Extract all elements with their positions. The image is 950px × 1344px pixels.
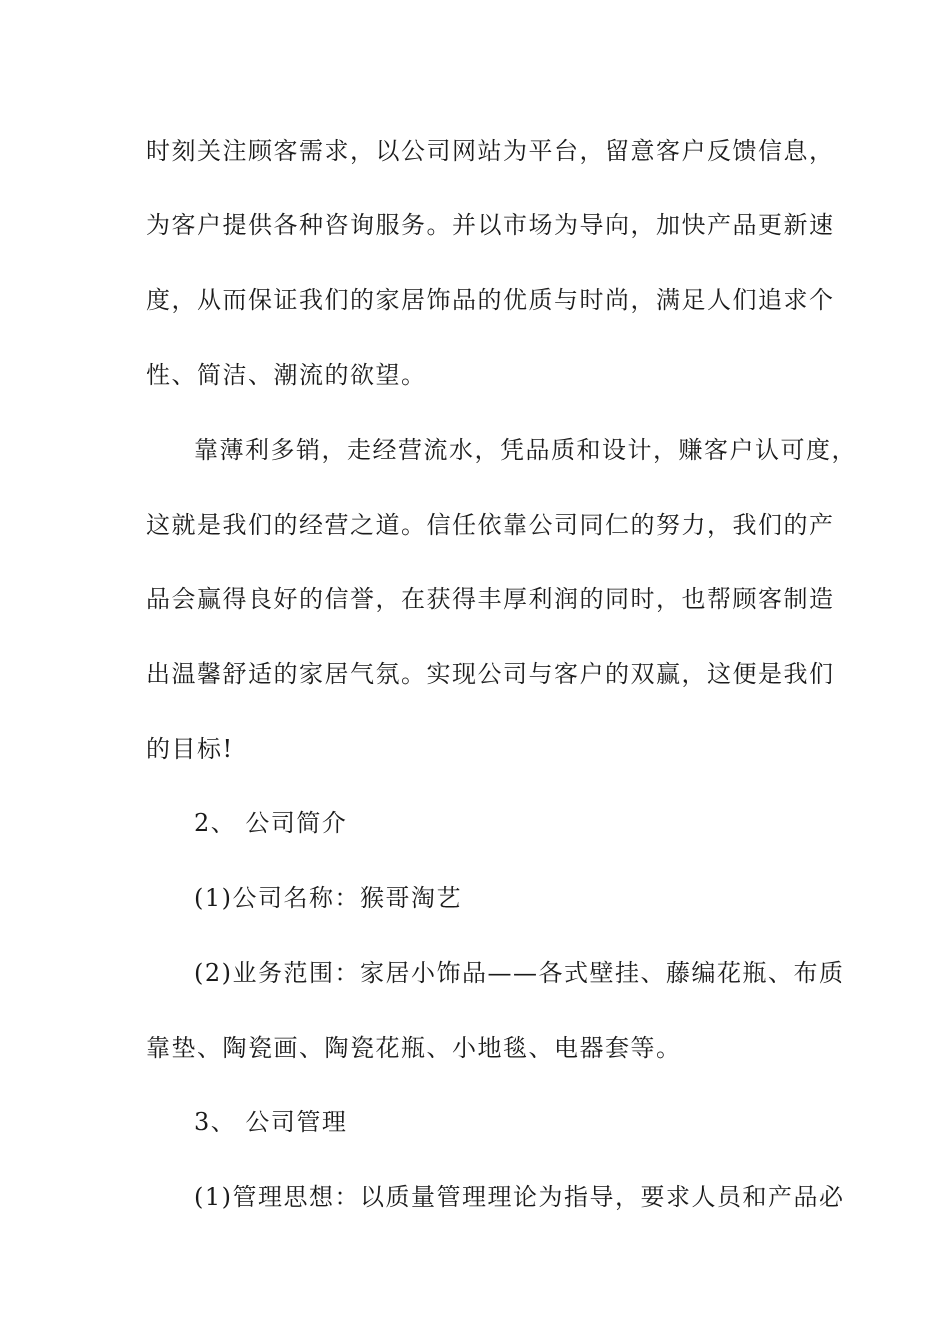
list-item: (1)管理思想：以质量管理理论为指导，要求人员和产品必 xyxy=(194,1183,845,1211)
paragraph-line: 时刻关注顾客需求，以公司网站为平台，留意客户反馈信息， xyxy=(146,137,835,165)
paragraph-line: 的目标! xyxy=(146,735,234,763)
paragraph-line: 这就是我们的经营之道。信任依靠公司同仁的努力，我们的产 xyxy=(146,511,835,539)
paragraph-line: 品会赢得良好的信誉，在获得丰厚利润的同时，也帮顾客制造 xyxy=(146,585,835,613)
section-heading: 3、 公司管理 xyxy=(194,1108,348,1136)
list-item: (1)公司名称：猴哥淘艺 xyxy=(194,884,462,912)
list-item: (2)业务范围：家居小饰品——各式壁挂、藤编花瓶、布质 xyxy=(194,959,845,987)
paragraph-line: 度，从而保证我们的家居饰品的优质与时尚，满足人们追求个 xyxy=(146,286,835,314)
paragraph-line: 靠垫、陶瓷画、陶瓷花瓶、小地毯、电器套等。 xyxy=(146,1034,682,1062)
paragraph-line: 性、简洁、潮流的欲望。 xyxy=(146,361,427,389)
paragraph-line: 靠薄利多销，走经营流水，凭品质和设计，赚客户认可度， xyxy=(194,436,857,464)
section-heading: 2、 公司简介 xyxy=(194,809,348,837)
paragraph-line: 出温馨舒适的家居气氛。实现公司与客户的双赢，这便是我们 xyxy=(146,660,835,688)
paragraph-line: 为客户提供各种咨询服务。并以市场为导向，加快产品更新速 xyxy=(146,211,835,239)
